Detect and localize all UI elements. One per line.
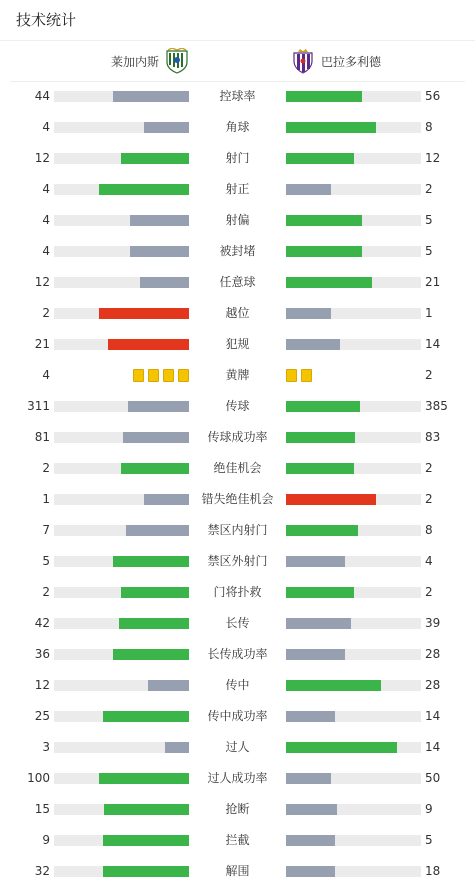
stat-row <box>0 833 475 864</box>
away-stat-fill <box>286 401 360 412</box>
away-stat-bar <box>286 587 421 598</box>
home-stat-value: 7 <box>42 523 50 537</box>
home-stat-bar <box>54 215 189 226</box>
home-stat-fill <box>99 773 189 784</box>
away-stat-bar <box>286 122 421 133</box>
stat-label: 任意球 <box>219 275 256 289</box>
away-stat-value: 2 <box>425 368 433 382</box>
yellow-card-icon <box>163 369 174 382</box>
stat-label: 传球 <box>225 399 250 413</box>
stat-label: 射门 <box>225 151 250 165</box>
stat-row <box>0 368 475 399</box>
home-stat-bar <box>54 463 189 474</box>
stat-label: 射偏 <box>225 213 250 227</box>
away-stat-value: 9 <box>425 802 433 816</box>
stat-label: 禁区外射门 <box>207 554 268 568</box>
stat-label: 传中成功率 <box>207 709 268 723</box>
home-stat-bar <box>54 618 189 629</box>
stat-row <box>0 709 475 740</box>
stat-label: 被封堵 <box>219 244 256 258</box>
home-team-name: 莱加内斯 <box>110 54 159 69</box>
away-stat-fill <box>286 711 335 722</box>
home-stat-fill <box>121 153 189 164</box>
home-stat-bar <box>54 773 189 784</box>
home-stat-bar <box>54 91 189 102</box>
away-stat-fill <box>286 153 354 164</box>
away-stat-fill <box>286 525 358 536</box>
away-stat-bar <box>286 153 421 164</box>
away-stat-fill <box>286 773 331 784</box>
away-stat-bar <box>286 246 421 257</box>
away-stat-bar <box>286 835 421 846</box>
home-stat-fill <box>148 680 189 691</box>
stat-label: 门将扑救 <box>213 585 262 599</box>
leganes-crest-icon <box>164 48 190 74</box>
home-stat-bar <box>54 556 189 567</box>
away-stat-fill <box>286 804 337 815</box>
home-stat-value: 81 <box>34 430 50 444</box>
home-stat-fill <box>130 246 189 257</box>
away-stat-value: 83 <box>425 430 441 444</box>
away-stat-bar <box>286 432 421 443</box>
away-stat-bar <box>286 339 421 350</box>
stat-row <box>0 275 475 306</box>
away-stat-fill <box>286 463 354 474</box>
away-stat-value: 39 <box>425 616 441 630</box>
away-stat-bar <box>286 308 421 319</box>
away-stat-fill <box>286 91 362 102</box>
away-yellow-cards <box>286 369 312 382</box>
stat-label: 过人成功率 <box>207 771 268 785</box>
home-stat-value: 3 <box>42 740 50 754</box>
away-team-name: 巴拉多利德 <box>321 54 382 69</box>
home-stat-bar <box>54 835 189 846</box>
home-stat-fill <box>144 122 189 133</box>
home-stat-bar <box>54 649 189 660</box>
stat-label: 传中 <box>225 678 250 692</box>
stat-row <box>0 461 475 492</box>
home-stat-bar <box>54 277 189 288</box>
home-stat-value: 2 <box>42 585 50 599</box>
stat-row <box>0 306 475 337</box>
home-stat-value: 42 <box>34 616 50 630</box>
stat-row <box>0 337 475 368</box>
stat-label: 黄牌 <box>225 368 250 382</box>
away-stat-bar <box>286 556 421 567</box>
away-stat-bar <box>286 680 421 691</box>
stat-label: 拦截 <box>225 833 250 847</box>
away-stat-fill <box>286 680 381 691</box>
home-stat-value: 1 <box>42 492 50 506</box>
away-stat-fill <box>286 308 331 319</box>
away-stat-fill <box>286 122 376 133</box>
stat-label: 控球率 <box>219 89 256 103</box>
stat-row <box>0 771 475 802</box>
away-stat-value: 8 <box>425 120 433 134</box>
away-stat-value: 28 <box>425 647 441 661</box>
home-stat-value: 2 <box>42 461 50 475</box>
home-stat-value: 12 <box>34 678 50 692</box>
stat-label: 绝佳机会 <box>213 461 262 475</box>
away-stat-bar <box>286 618 421 629</box>
away-stat-bar <box>286 463 421 474</box>
home-stat-fill <box>113 91 189 102</box>
away-stat-bar <box>286 866 421 877</box>
home-stat-bar <box>54 587 189 598</box>
home-stat-bar <box>54 742 189 753</box>
home-stat-bar <box>54 153 189 164</box>
stat-row <box>0 151 475 182</box>
stat-label: 犯规 <box>225 337 250 351</box>
home-stat-value: 4 <box>42 368 50 382</box>
away-stat-bar <box>286 742 421 753</box>
stat-row <box>0 120 475 151</box>
away-stat-value: 14 <box>425 740 441 754</box>
away-stat-value: 18 <box>425 864 441 878</box>
stat-row <box>0 678 475 709</box>
home-stat-bar <box>54 525 189 536</box>
home-stat-fill <box>165 742 189 753</box>
home-stat-fill <box>121 587 189 598</box>
away-stat-bar <box>286 494 421 505</box>
home-stat-fill <box>113 556 189 567</box>
away-stat-value: 4 <box>425 554 433 568</box>
away-stat-fill <box>286 587 354 598</box>
away-stat-bar <box>286 711 421 722</box>
away-stat-value: 5 <box>425 244 433 258</box>
stat-row <box>0 399 475 430</box>
away-stat-fill <box>286 866 335 877</box>
stat-label: 长传成功率 <box>207 647 268 661</box>
home-stat-value: 21 <box>34 337 50 351</box>
home-stat-bar <box>54 866 189 877</box>
home-stat-fill <box>128 401 189 412</box>
away-stat-value: 14 <box>425 337 441 351</box>
away-stat-fill <box>286 649 345 660</box>
away-stat-value: 12 <box>425 151 441 165</box>
teams-header <box>0 44 475 78</box>
away-team[interactable] <box>290 48 381 74</box>
away-stat-bar <box>286 277 421 288</box>
away-stat-value: 56 <box>425 89 441 103</box>
stat-label: 过人 <box>225 740 250 754</box>
away-stat-bar <box>286 804 421 815</box>
home-stat-bar <box>54 184 189 195</box>
home-stat-bar <box>54 401 189 412</box>
home-stat-bar <box>54 494 189 505</box>
home-stat-value: 36 <box>34 647 50 661</box>
stat-row <box>0 802 475 833</box>
home-stat-value: 32 <box>34 864 50 878</box>
away-stat-value: 2 <box>425 492 433 506</box>
yellow-card-icon <box>148 369 159 382</box>
stat-row <box>0 740 475 771</box>
away-stat-fill <box>286 277 372 288</box>
home-stat-value: 9 <box>42 833 50 847</box>
home-stat-value: 12 <box>34 275 50 289</box>
away-stat-fill <box>286 215 362 226</box>
stat-row <box>0 182 475 213</box>
home-stat-value: 4 <box>42 244 50 258</box>
home-stat-value: 12 <box>34 151 50 165</box>
stat-row <box>0 616 475 647</box>
stat-label: 传球成功率 <box>207 430 268 444</box>
divider <box>0 40 475 41</box>
home-stat-fill <box>126 525 189 536</box>
away-stat-value: 21 <box>425 275 441 289</box>
home-stat-value: 2 <box>42 306 50 320</box>
home-stat-bar <box>54 308 189 319</box>
home-stat-fill <box>130 215 189 226</box>
home-stat-fill <box>140 277 189 288</box>
home-stat-fill <box>113 649 189 660</box>
away-stat-fill <box>286 339 340 350</box>
away-stat-fill <box>286 618 351 629</box>
stat-row <box>0 523 475 554</box>
away-stat-fill <box>286 432 355 443</box>
away-stat-bar <box>286 91 421 102</box>
home-stat-value: 15 <box>34 802 50 816</box>
stat-label: 抢断 <box>225 802 250 816</box>
stat-row <box>0 492 475 523</box>
home-stat-bar <box>54 680 189 691</box>
away-stat-bar <box>286 649 421 660</box>
home-stat-value: 100 <box>27 771 50 785</box>
away-stat-value: 385 <box>425 399 448 413</box>
home-stat-fill <box>144 494 189 505</box>
home-stat-fill <box>108 339 189 350</box>
home-stat-value: 4 <box>42 120 50 134</box>
yellow-card-icon <box>286 369 297 382</box>
stat-label: 角球 <box>225 120 250 134</box>
away-stat-value: 5 <box>425 213 433 227</box>
stat-row <box>0 585 475 616</box>
home-stat-bar <box>54 122 189 133</box>
stat-label: 越位 <box>225 306 250 320</box>
home-stat-fill <box>103 866 189 877</box>
away-stat-fill <box>286 556 345 567</box>
away-stat-value: 2 <box>425 461 433 475</box>
away-stat-bar <box>286 184 421 195</box>
away-stat-fill <box>286 246 362 257</box>
home-stat-fill <box>119 618 189 629</box>
yellow-card-icon <box>301 369 312 382</box>
stat-label: 错失绝佳机会 <box>201 492 274 506</box>
away-stat-bar <box>286 401 421 412</box>
stat-row <box>0 244 475 275</box>
home-stat-value: 4 <box>42 213 50 227</box>
away-stat-value: 2 <box>425 182 433 196</box>
stat-label: 解围 <box>225 864 250 878</box>
away-stat-bar <box>286 525 421 536</box>
divider <box>10 81 465 82</box>
home-stat-value: 5 <box>42 554 50 568</box>
home-stat-fill <box>99 184 189 195</box>
stat-label: 射正 <box>225 182 250 196</box>
away-stat-bar <box>286 215 421 226</box>
away-stat-value: 50 <box>425 771 441 785</box>
yellow-card-icon <box>133 369 144 382</box>
away-stat-value: 28 <box>425 678 441 692</box>
home-yellow-cards <box>133 369 189 382</box>
yellow-card-icon <box>178 369 189 382</box>
away-stat-value: 14 <box>425 709 441 723</box>
stat-label: 禁区内射门 <box>207 523 268 537</box>
away-stat-value: 8 <box>425 523 433 537</box>
home-stat-fill <box>103 835 189 846</box>
home-stat-value: 311 <box>27 399 50 413</box>
stat-row <box>0 647 475 678</box>
away-stat-value: 2 <box>425 585 433 599</box>
stat-row <box>0 213 475 244</box>
stat-row <box>0 864 475 888</box>
away-stat-bar <box>286 773 421 784</box>
valladolid-crest-icon <box>290 48 316 74</box>
home-stat-bar <box>54 804 189 815</box>
away-stat-fill <box>286 494 376 505</box>
home-stat-bar <box>54 339 189 350</box>
away-stat-value: 5 <box>425 833 433 847</box>
away-stat-value: 1 <box>425 306 433 320</box>
home-stat-bar <box>54 432 189 443</box>
home-stat-fill <box>121 463 189 474</box>
home-stat-fill <box>123 432 189 443</box>
home-stat-fill <box>99 308 189 319</box>
home-team[interactable] <box>111 48 190 74</box>
away-stat-fill <box>286 835 335 846</box>
home-stat-bar <box>54 246 189 257</box>
home-stat-value: 25 <box>34 709 50 723</box>
away-stat-fill <box>286 742 397 753</box>
home-stat-value: 4 <box>42 182 50 196</box>
stat-row <box>0 430 475 461</box>
away-stat-fill <box>286 184 331 195</box>
home-stat-value: 44 <box>34 89 50 103</box>
home-stat-fill <box>103 711 189 722</box>
home-stat-bar <box>54 711 189 722</box>
page-title: 技术统计 <box>16 11 77 29</box>
stat-row <box>0 89 475 120</box>
stat-row <box>0 554 475 585</box>
home-stat-fill <box>104 804 189 815</box>
stat-label: 长传 <box>225 616 250 630</box>
